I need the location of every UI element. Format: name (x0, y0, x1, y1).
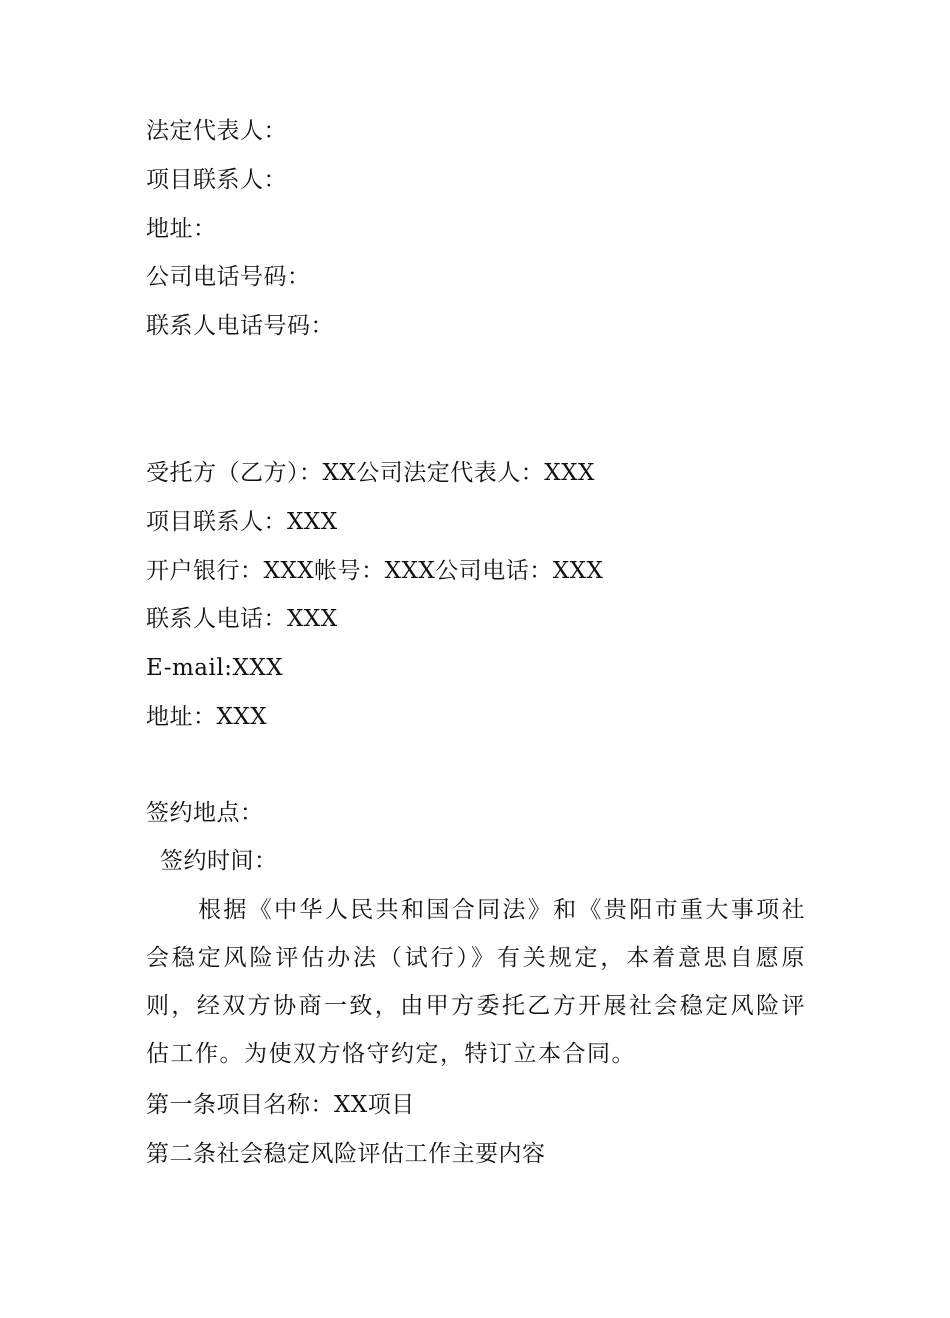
party-b-email: E-mail:XXX (146, 655, 284, 681)
party-a-contact-phone: 联系人电话号码： (146, 313, 334, 339)
party-b-bank: 开户银行：XXX帐号：XXX公司电话：XXX (146, 558, 604, 584)
party-b-header: 受托方（乙方）：XX公司法定代表人：XXX (146, 460, 595, 486)
party-a-legal-rep: 法定代表人： (146, 118, 287, 144)
party-a-company-phone: 公司电话号码： (146, 264, 311, 290)
party-b-contact-phone: 联系人电话：XXX (146, 606, 338, 632)
party-a-address: 地址： (146, 216, 217, 242)
intro-paragraph: 根据《中华人民共和国合同法》和《贵阳市重大事项社会稳定风险评估办法（试行）》有关规定，本着意思自愿原则，经双方协商一致，由甲方委托乙方开展社会稳定风险评估工作。为使双方恪守约定，特订立本合同。 (146, 897, 806, 1067)
signing-time: 签约时间： (160, 848, 278, 874)
party-a-project-contact: 项目联系人： (146, 167, 287, 193)
party-b-project-contact: 项目联系人：XXX (146, 509, 338, 535)
party-b-address: 地址：XXX (146, 704, 268, 730)
article-2: 第二条社会稳定风险评估工作主要内容 (146, 1141, 546, 1167)
signing-place: 签约地点： (146, 800, 264, 826)
article-1: 第一条项目名称：XX项目 (146, 1092, 415, 1118)
